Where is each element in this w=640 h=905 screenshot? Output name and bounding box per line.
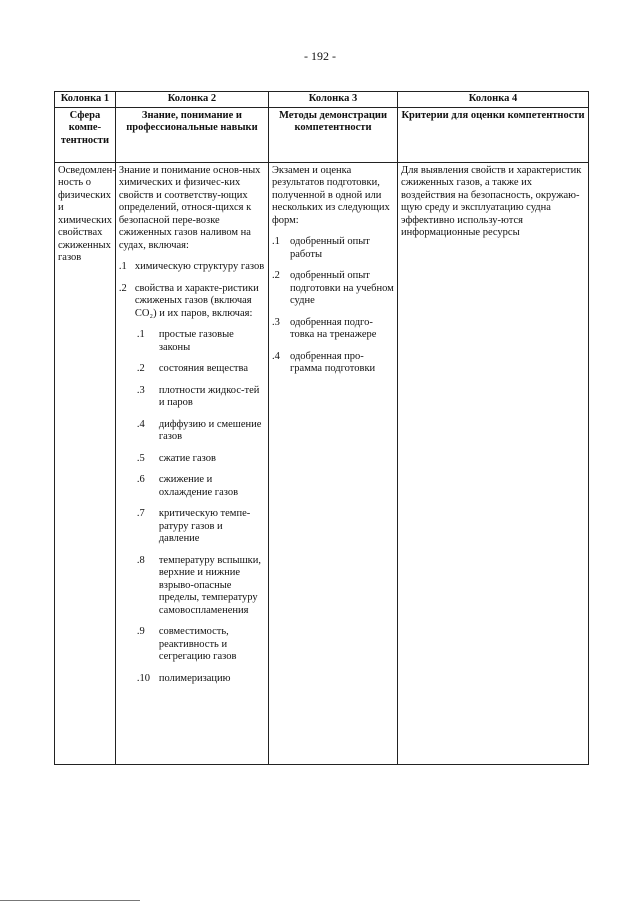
method-item xyxy=(272,270,394,308)
knowledge-subitem xyxy=(119,673,265,686)
item-text: химическую структуру газов xyxy=(134,261,265,272)
knowledge-subitem xyxy=(119,453,265,466)
method-item xyxy=(272,351,394,376)
knowledge-subitem xyxy=(119,329,265,354)
column-2-number: Колонка 2 xyxy=(115,92,268,108)
subitem-number: .9 xyxy=(136,626,145,637)
content-row xyxy=(55,162,589,764)
item-text: свойства и характе-ристики сжиженых газов (включая CO₂) и их паров, включая: xyxy=(134,282,259,319)
column-number-row xyxy=(55,92,589,108)
subitem-number: .4 xyxy=(136,418,145,430)
cell-criteria xyxy=(398,162,589,764)
item-number: .1 xyxy=(118,261,127,272)
method-number: .1 xyxy=(272,236,280,247)
cell-methods xyxy=(269,162,398,764)
knowledge-subitem xyxy=(119,474,265,499)
subitem-text: полимеризацию xyxy=(158,672,231,684)
competence-text: Осведомлен-ность о физических и химических свойствах сжиженных газов xyxy=(58,164,116,263)
method-text: одобренный опыт подготовки на учебном судне xyxy=(290,270,394,306)
methods-intro: Экзамен и оценка результатов подготовки, полученной в одной или нескольких из следующих форм: xyxy=(272,164,390,226)
subitem-text: простые газовые законы xyxy=(158,329,234,353)
knowledge-subitem xyxy=(119,626,265,664)
knowledge-subitem xyxy=(119,385,265,410)
method-text: одобренная подго-товка на тренажере xyxy=(290,316,377,340)
method-item xyxy=(272,317,394,342)
method-number: .3 xyxy=(272,316,280,328)
knowledge-item xyxy=(119,261,265,274)
subitem-text: состояния вещества xyxy=(158,363,248,374)
subitem-number: .5 xyxy=(136,452,145,464)
column-3-number: Колонка 3 xyxy=(269,92,398,108)
header-methods: Методы демонстрации компетентности xyxy=(269,107,398,162)
subitem-text: диффузию и смешение газов xyxy=(158,418,262,442)
footnote-rule xyxy=(0,900,140,901)
subitem-number: .6 xyxy=(136,474,145,485)
subitem-text: температуру вспышки, верхние и нижние взрыво-опасные пределы, температуру самовоспламенения xyxy=(158,554,262,616)
subitem-number: .10 xyxy=(136,672,150,684)
knowledge-subitem xyxy=(119,555,265,618)
subitem-number: .2 xyxy=(136,363,145,374)
subitem-number: .3 xyxy=(136,384,145,396)
method-text: одобренная про-грамма подготовки xyxy=(290,350,376,374)
subitem-number: .1 xyxy=(136,329,145,340)
subitem-text: плотности жидкос-тей и паров xyxy=(158,384,260,408)
knowledge-subitem xyxy=(119,363,265,376)
competence-table xyxy=(54,91,589,765)
header-knowledge: Знание, понимание и профессиональные навыки xyxy=(115,107,268,162)
page-number: - 192 - xyxy=(304,49,336,63)
cell-knowledge xyxy=(115,162,268,764)
subitem-text: сжижение и охлаждение газов xyxy=(158,474,239,498)
subitem-text: совместимость, реактивность и сегрегацию газов xyxy=(158,626,237,662)
knowledge-intro: Знание и понимание основ-ных химических и физичес-ких свойств и соответству-ющих определений, относя-щихся к безопасной пере-возке сжиженных газов наливом на судах, включая: xyxy=(118,164,261,251)
subitem-number: .7 xyxy=(136,508,145,519)
knowledge-subitem xyxy=(119,508,265,546)
column-4-number: Колонка 4 xyxy=(398,92,589,108)
header-competence: Сфера компе-тентности xyxy=(55,107,116,162)
knowledge-item xyxy=(119,283,265,321)
knowledge-subitem xyxy=(119,419,265,444)
method-number: .2 xyxy=(272,270,280,281)
subitem-text: критическую темпе-ратуру газов и давление xyxy=(158,508,251,544)
subitem-number: .8 xyxy=(136,554,145,566)
header-row xyxy=(55,107,589,162)
criteria-text: Для выявления свойств и характеристик сжиженных газов, а также их воздействия на безопасность, окружаю-щую среду и эксплуатацию судна эффективно использу-ются информационные ресурсы xyxy=(401,164,582,238)
subitem-text: сжатие газов xyxy=(158,452,216,464)
header-criteria: Критерии для оценки компетентности xyxy=(398,107,589,162)
column-1-number: Колонка 1 xyxy=(55,92,116,108)
cell-competence xyxy=(55,162,116,764)
method-number: .4 xyxy=(272,350,280,362)
method-item xyxy=(272,236,394,261)
method-text: одобренный опыт работы xyxy=(290,236,370,260)
item-number: .2 xyxy=(118,282,127,294)
